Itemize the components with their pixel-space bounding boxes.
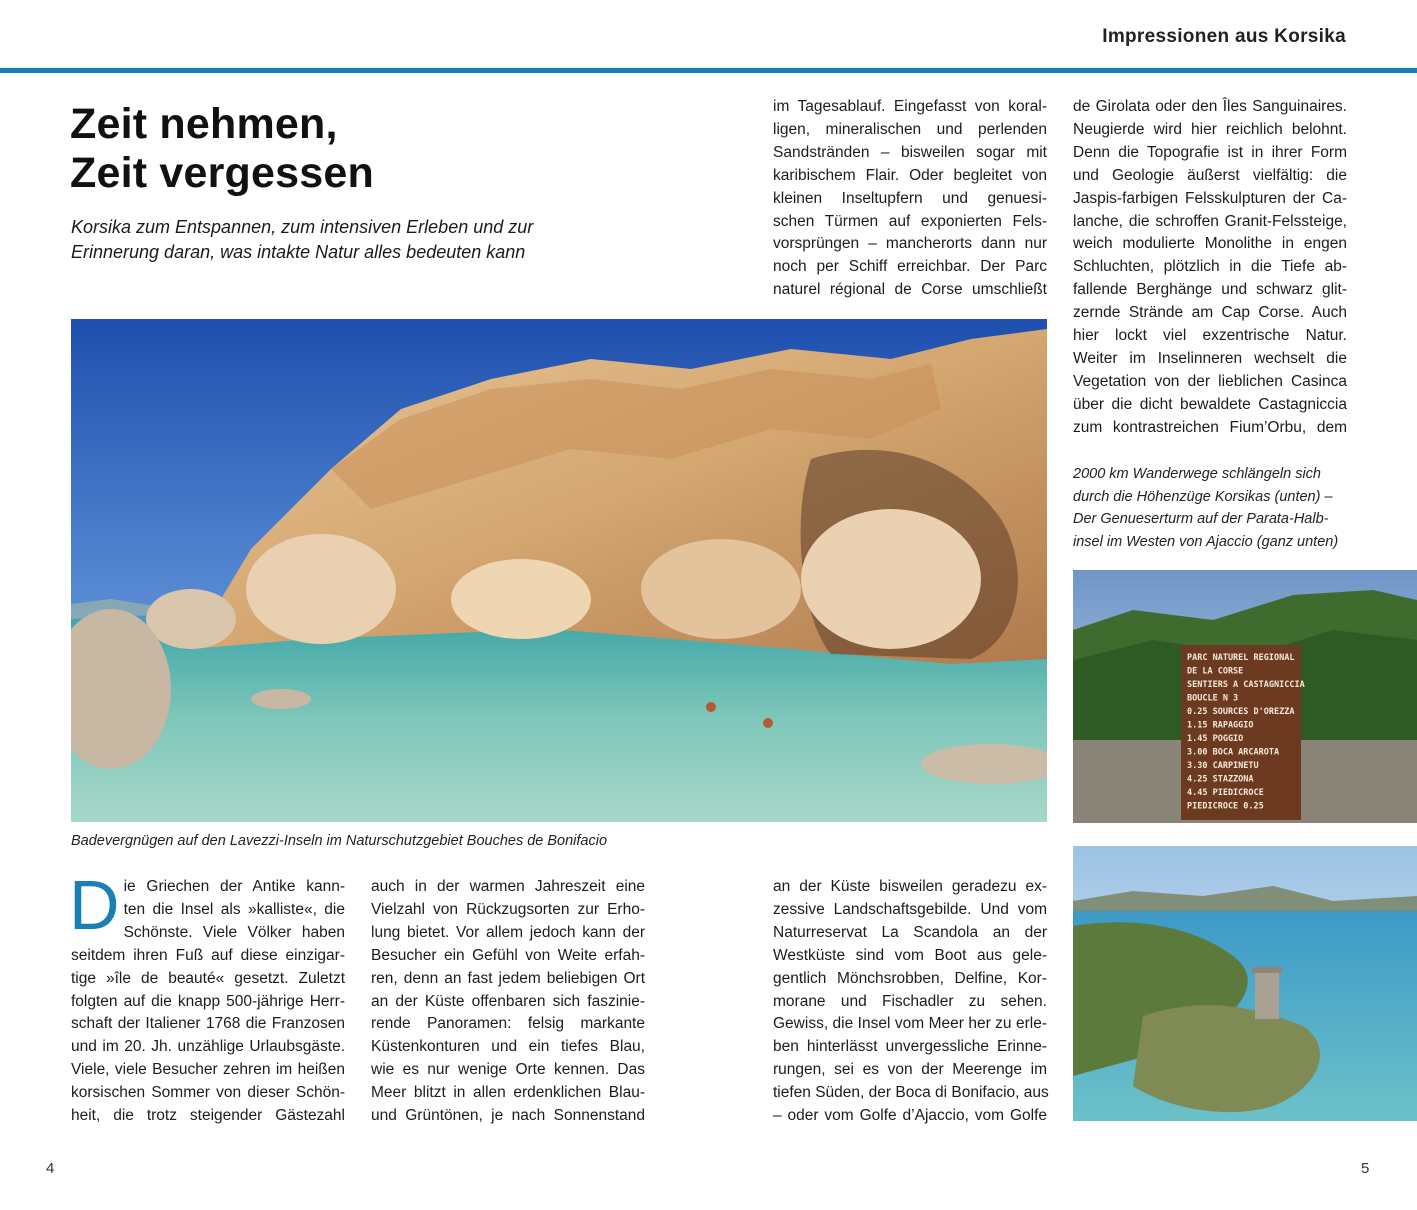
text-line: heit, die trotz steigender Gästezahl [71, 1107, 345, 1125]
text-line: kleinen Inseltupfern und genuesi- [773, 189, 1047, 207]
main-photo-lavezzi [71, 319, 1047, 822]
text-line: im Tagesablauf. Eingefasst von koral- [773, 98, 1047, 115]
sign-line: SENTIERS A CASTAGNICCIA [1187, 680, 1305, 690]
text-line: de Girolata oder den Îles Sanguinaires. [1073, 98, 1347, 115]
sign-line: 4.45 PIEDICROCE [1187, 788, 1264, 798]
text-line: morane und Fischadler zu sehen. [773, 992, 1047, 1010]
text-line: ie Griechen der Antike kann- [123, 878, 345, 895]
drop-cap: D [69, 866, 120, 944]
text-column-4 [1073, 96, 1347, 440]
text-line: wie es nur wenige Orte kennen. Das [371, 1061, 645, 1079]
text-line: folgten auf die knapp 500-jährige Herr- [71, 992, 345, 1010]
text-line: Jaspis-farbigen Felsskulpturen der Ca- [1073, 189, 1347, 207]
sign-line: 4.25 STAZZONA [1187, 774, 1254, 785]
text-line: karibischem Flair. Oder begleitet von [773, 166, 1047, 184]
text-line: Westküste sind vom Boot aus gele- [773, 946, 1047, 964]
text-line: an der Küste bisweilen geradezu ex- [773, 878, 1047, 895]
text-line: naturel régional de Corse umschließt [773, 281, 1047, 299]
sign-line: 3.30 CARPINETU [1187, 761, 1259, 771]
sign-line: PARC NATUREL REGIONAL [1187, 653, 1295, 663]
page-number-right: 5 [1361, 1160, 1370, 1177]
sign-line: DE LA CORSE [1187, 666, 1244, 677]
text-line: über die dicht bewaldete Castagniccia [1073, 395, 1347, 413]
text-column-3 [773, 876, 1047, 1128]
text-column-2 [371, 876, 645, 1128]
caption-line: durch die Höhenzüge Korsikas (unten) – [1073, 488, 1333, 505]
text-line: Besucher ein Gefühl von Weite erfah- [371, 946, 645, 964]
text-line: lanche, die schroffen Granit-Felssteige, [1073, 212, 1347, 230]
text-line: gentlich Mönchsrobben, Delfine, Kor- [773, 969, 1047, 987]
photo-trail-sign [1073, 570, 1417, 823]
main-photo-caption: Badevergnügen auf den Lavezzi-Inseln im Naturschutzgebiet Bouches de Bonifacio [71, 833, 608, 849]
text-line: seitdem ihren Fuß auf diese einzigar- [71, 946, 345, 964]
text-line: zernde Strände am Cap Corse. Auch [1073, 304, 1347, 322]
sign-line: 1.15 RAPAGGIO [1187, 720, 1254, 731]
text-line: tige »île de beauté« gesetzt. Zuletzt [71, 969, 345, 987]
text-line: Denn die Topografie ist in ihrer Form [1073, 143, 1347, 161]
caption-line: Der Genueserturm auf der Parata-Halb- [1073, 511, 1329, 527]
text-line: ren, denn an fast jedem beliebigen Ort [371, 969, 645, 987]
text-line: noch per Schiff erreichbar. Der Parc [773, 258, 1047, 276]
text-line: an der Küste offenbaren sich faszinie- [371, 992, 645, 1010]
text-line: rende Panoramen: felsig markante [371, 1015, 645, 1033]
subtitle-line: Erinnerung daran, was intakte Natur alles bedeuten kann [71, 242, 526, 262]
title-line: Zeit nehmen, [70, 100, 338, 148]
text-line: zessive Landschaftsgebilde. Und vom [773, 900, 1047, 918]
article-subtitle [71, 215, 591, 265]
text-line: ten die Insel als »kalliste«, die [123, 900, 345, 918]
text-line: ligen, mineralischen und perlenden [773, 120, 1047, 138]
text-line: Viele, viele Besucher zehren im heißen [71, 1061, 345, 1079]
text-line: fallende Berghänge und schwarz glit- [1073, 281, 1347, 299]
sign-line: PIEDICROCE 0.25 [1187, 801, 1264, 812]
text-line: Naturreservat La Scandola an der [773, 923, 1047, 941]
text-column-1 [69, 866, 345, 1128]
side-photo-caption [1073, 463, 1363, 553]
text-line: und im 20. Jh. unzählige Urlaubsgäste. [71, 1038, 345, 1056]
section-header: Impressionen aus Korsika [1102, 26, 1346, 47]
text-line: und Geologie äußerst vielfältig: die [1073, 166, 1347, 184]
text-line: Sandstränden – bisweilen sogar mit [773, 143, 1047, 161]
text-line: schaft der Italiener 1768 die Franzosen [71, 1015, 345, 1033]
text-line: tiefen Süden, der Boca di Bonifacio, aus [773, 1084, 1049, 1102]
text-line: Küstenkonturen und ein tiefes Blau, [371, 1038, 645, 1056]
text-line: vorsprüngen – mancherorts dann nur [773, 235, 1047, 253]
text-line: und Grüntönen, je nach Sonnenstand [371, 1107, 645, 1125]
text-line: Gewiss, die Insel vom Meer her zu erle- [773, 1015, 1047, 1033]
header-rule [0, 68, 1417, 73]
sign-line: 1.45 POGGIO [1187, 734, 1244, 744]
text-line: Weiter im Inselinneren wechselt die [1073, 349, 1347, 367]
text-column-top-3 [773, 96, 1047, 302]
sign-line: BOUCLE N 3 [1187, 693, 1239, 704]
subtitle-line: Korsika zum Entspannen, zum intensiven Erleben und zur [71, 217, 534, 237]
text-line: Meer blitzt in allen erdenklichen Blau- [371, 1084, 645, 1102]
text-line: Vielzahl von Rückzugsorten zur Erho- [371, 900, 645, 918]
page-number-left: 4 [46, 1160, 55, 1177]
text-line: schen Türmen auf exponierten Fels- [773, 212, 1047, 230]
text-line: ben hinterlässt unvergessliche Erinne- [773, 1038, 1047, 1056]
text-line: Neugierde wird hier reichlich belohnt. [1073, 120, 1347, 138]
text-line: auch in der warmen Jahreszeit eine [371, 878, 645, 895]
caption-line: 2000 km Wanderwege schlängeln sich [1073, 466, 1321, 482]
text-line: korsischen Sommer von dieser Schön- [71, 1084, 345, 1102]
title-line: Zeit vergessen [70, 149, 374, 197]
caption-line: insel im Westen von Ajaccio (ganz unten) [1073, 533, 1339, 550]
text-line: rungen, sei es von der Meerenge im [773, 1061, 1047, 1079]
text-line: hier lockt viel exzentrische Natur. [1073, 327, 1347, 345]
text-line: Vegetation von der lieblichen Casinca [1073, 372, 1347, 390]
text-line: lung bietet. Vor allem jedoch kann der [371, 923, 645, 941]
text-line: Schluchten, plötzlich in die Tiefe ab- [1073, 258, 1347, 276]
sign-line: 3.00 BOCA ARCAROTA [1187, 747, 1280, 758]
sign-line: 0.25 SOURCES D'OREZZA [1187, 707, 1295, 717]
article-title [70, 100, 710, 198]
text-line: zum kontrastreichen Fium’Orbu, dem [1073, 418, 1347, 436]
text-line: – oder vom Golfe d’Ajaccio, vom Golfe [773, 1107, 1047, 1125]
photo-genoese-tower [1073, 846, 1417, 1121]
text-line: weich modulierte Monolithe in engen [1073, 235, 1347, 253]
text-line: Schönste. Viele Völker haben [123, 923, 345, 941]
